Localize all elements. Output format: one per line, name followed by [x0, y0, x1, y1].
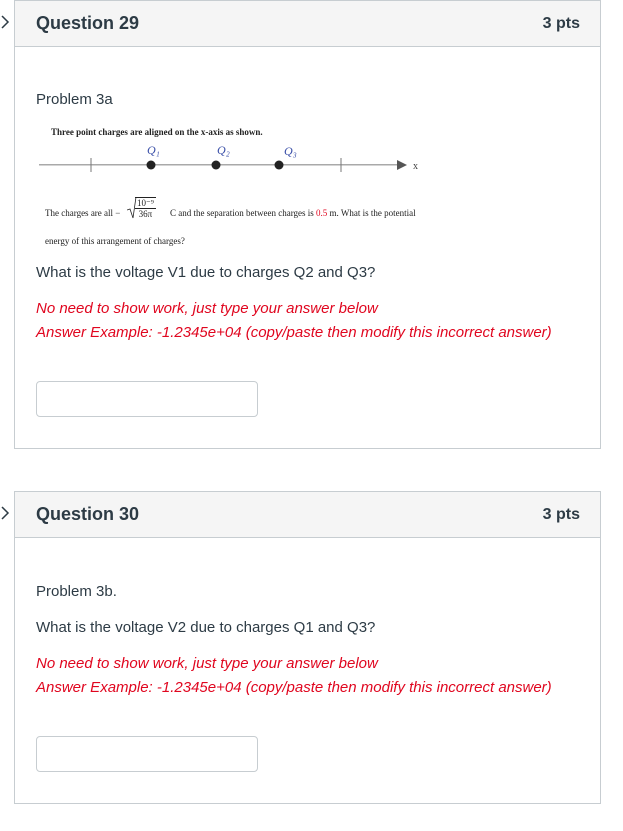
question-points: 3 pts	[542, 15, 580, 32]
charge-q2-label: Q₂	[217, 143, 230, 157]
question-prompt: What is the voltage V2 due to charges Q1 and Q3?	[36, 619, 376, 636]
charge-q1-label: Q₁	[147, 143, 160, 157]
problem-label: Problem 3b.	[36, 583, 117, 600]
question-points: 3 pts	[542, 506, 580, 523]
charge-q3-label: Q₃	[284, 144, 297, 158]
charge-q3-dot	[275, 161, 284, 170]
fraction-denominator: 36π	[138, 209, 153, 219]
axis-arrowhead	[397, 160, 407, 170]
charge-axis-figure	[39, 143, 419, 183]
question-29-header	[15, 1, 600, 47]
separation-value: 0.5	[316, 208, 328, 218]
question-title: Question 29	[36, 13, 140, 33]
question-30-card	[14, 491, 601, 804]
figure-caption: Three point charges are aligned on the x-axis as shown.	[51, 127, 263, 137]
answer-input[interactable]	[36, 381, 258, 417]
answer-input[interactable]	[36, 736, 258, 772]
chevron-right-icon[interactable]	[0, 506, 10, 520]
instruction-text: No need to show work, just type your answer below	[36, 655, 378, 672]
question-29-card	[14, 0, 601, 449]
sqrt-icon	[127, 197, 137, 219]
instruction-text: No need to show work, just type your answer below	[36, 300, 378, 317]
chevron-right-icon[interactable]	[0, 15, 10, 29]
charge-q2-dot	[212, 161, 221, 170]
question-title: Question 30	[36, 504, 140, 524]
answer-example-text: Answer Example: -1.2345e+04 (copy/paste then modify this incorrect answer)	[36, 324, 552, 341]
axis-x-label: x	[413, 161, 418, 172]
figure-text-after: C and the separation between charges is 0.5 m. What is the potential	[170, 208, 416, 218]
question-prompt: What is the voltage V1 due to charges Q2 and Q3?	[36, 264, 376, 281]
answer-example-text: Answer Example: -1.2345e+04 (copy/paste then modify this incorrect answer)	[36, 679, 552, 696]
fraction-numerator: 10⁻⁹	[137, 198, 154, 208]
figure-text-before: The charges are all −	[45, 208, 121, 218]
charge-fraction	[135, 197, 156, 219]
question-30-header	[15, 492, 600, 538]
problem-label: Problem 3a	[36, 91, 113, 108]
figure-text-line2: energy of this arrangement of charges?	[45, 236, 185, 246]
charge-q1-dot	[147, 161, 156, 170]
